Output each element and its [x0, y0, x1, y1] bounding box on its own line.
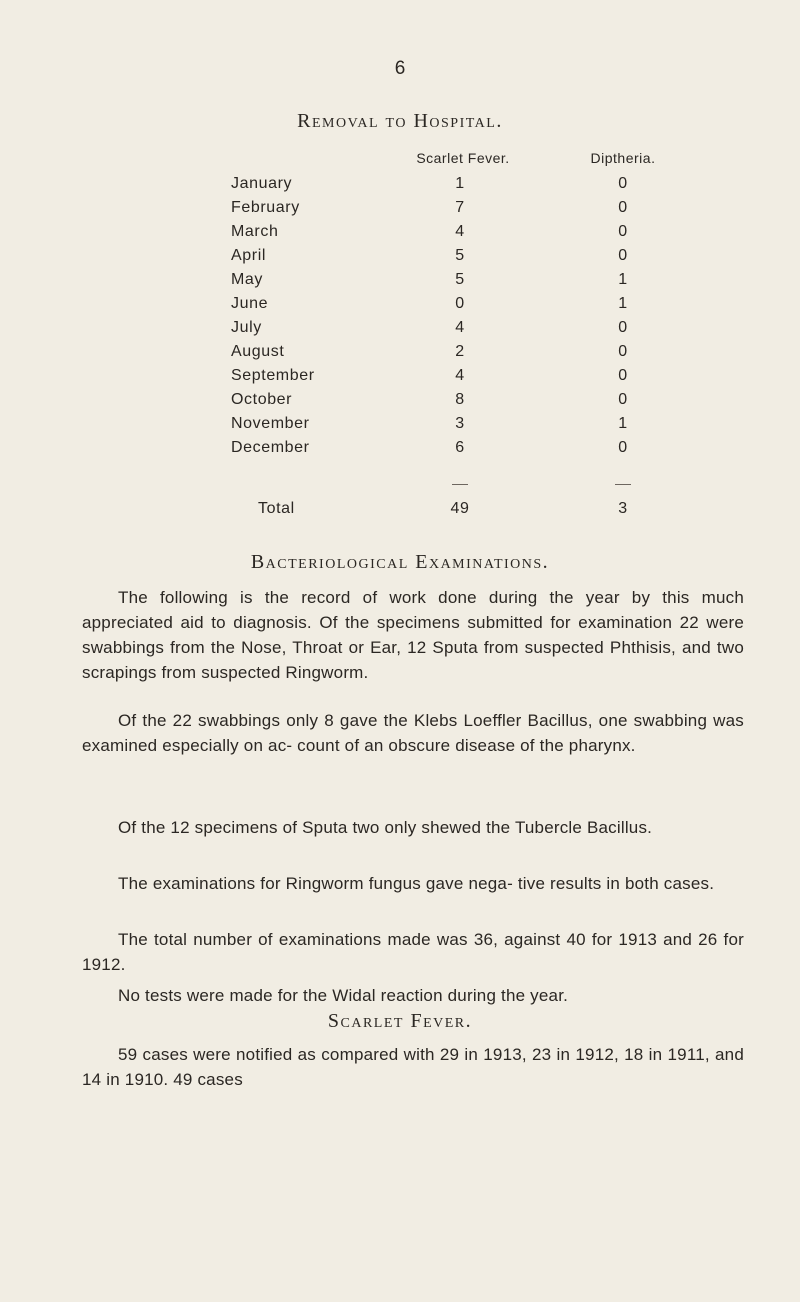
table-row — [0, 343, 800, 367]
month-label: December — [231, 439, 310, 456]
diptheria-total-rule — [615, 484, 631, 485]
diptheria-value: 0 — [618, 247, 628, 264]
month-label: January — [231, 175, 293, 192]
scarlet-fever-column-header: Scarlet Fever. — [416, 150, 510, 166]
month-label: March — [231, 223, 279, 240]
bacteriological-paragraph-5: The total number of examinations made was 36, against 40 for 1913 and 26 for 1912. — [82, 930, 744, 974]
diptheria-value: 0 — [618, 223, 628, 240]
table-row — [0, 223, 800, 247]
month-label: May — [231, 271, 264, 288]
bacteriological-paragraph-1: The following is the record of work done during the year by this much appreciated aid to diagnosis. Of the specimens submitted for examination 22 were swabbings from the Nose, Throat or Ear, 12 Sputa from suspected Phthisis, and two scrapings from suspected Ringworm. — [82, 588, 744, 682]
month-label: November — [231, 415, 310, 432]
scarlet-fever-value: 7 — [455, 199, 465, 216]
scarlet-fever-value: 4 — [455, 319, 465, 336]
total-label: Total — [258, 500, 295, 517]
bacteriological-heading: Bacteriological Examinations. — [250, 551, 550, 573]
page-number: 6 — [394, 58, 406, 79]
diptheria-value: 0 — [618, 175, 628, 192]
table-row — [0, 367, 800, 391]
diptheria-value: 1 — [618, 271, 628, 288]
scarlet-fever-total: 49 — [450, 500, 470, 517]
bacteriological-paragraph-6: No tests were made for the Widal reaction during the year. — [118, 986, 569, 1005]
scarlet-fever-value: 6 — [455, 439, 465, 456]
table-row — [0, 319, 800, 343]
table-row — [0, 199, 800, 223]
bacteriological-paragraph-2: Of the 22 swabbings only 8 gave the Klebs Loeffler Bacillus, one swabbing was examined especially on ac- count of an obscure disease of the pharynx. — [82, 711, 744, 755]
month-label: June — [231, 295, 269, 312]
month-label: July — [231, 319, 262, 336]
scarlet-fever-value: 2 — [455, 343, 465, 360]
scarlet-fever-value: 5 — [455, 271, 465, 288]
scarlet-fever-paragraph: 59 cases were notified as compared with 29 in 1913, 23 in 1912, 18 in 1911, and 14 in 1910. 49 cases — [82, 1045, 744, 1089]
diptheria-value: 0 — [618, 391, 628, 408]
scarlet-fever-value: 3 — [455, 415, 465, 432]
table-row — [0, 415, 800, 439]
month-label: February — [231, 199, 300, 216]
month-label: September — [231, 367, 315, 384]
diptheria-column-header: Diptheria. — [590, 150, 656, 166]
table-row — [0, 295, 800, 319]
scarlet-fever-value: 8 — [455, 391, 465, 408]
removal-table — [0, 144, 800, 524]
bacteriological-paragraph-4: The examinations for Ringworm fungus gave nega- tive results in both cases. — [118, 874, 715, 893]
table-row — [0, 439, 800, 463]
month-label: April — [231, 247, 267, 264]
month-label: October — [231, 391, 293, 408]
diptheria-value: 0 — [618, 319, 628, 336]
diptheria-total: 3 — [618, 500, 628, 517]
scarlet-fever-value: 4 — [455, 367, 465, 384]
bacteriological-paragraph-3: Of the 12 specimens of Sputa two only shewed the Tubercle Bacillus. — [118, 818, 653, 837]
diptheria-value: 0 — [618, 367, 628, 384]
scarlet-fever-value: 5 — [455, 247, 465, 264]
table-row — [0, 391, 800, 415]
table-row — [0, 175, 800, 199]
diptheria-value: 0 — [618, 343, 628, 360]
scarlet-total-rule — [452, 484, 468, 485]
scarlet-fever-value: 0 — [455, 295, 465, 312]
scarlet-fever-value: 4 — [455, 223, 465, 240]
diptheria-value: 1 — [618, 295, 628, 312]
diptheria-value: 1 — [618, 415, 628, 432]
removal-heading: Removal to Hospital. — [297, 110, 503, 132]
table-row — [0, 271, 800, 295]
table-row — [0, 247, 800, 271]
scarlet-fever-value: 1 — [455, 175, 465, 192]
diptheria-value: 0 — [618, 199, 628, 216]
month-label: August — [231, 343, 285, 360]
total-row — [0, 500, 800, 524]
diptheria-value: 0 — [618, 439, 628, 456]
scarlet-fever-heading: Scarlet Fever. — [327, 1010, 473, 1032]
